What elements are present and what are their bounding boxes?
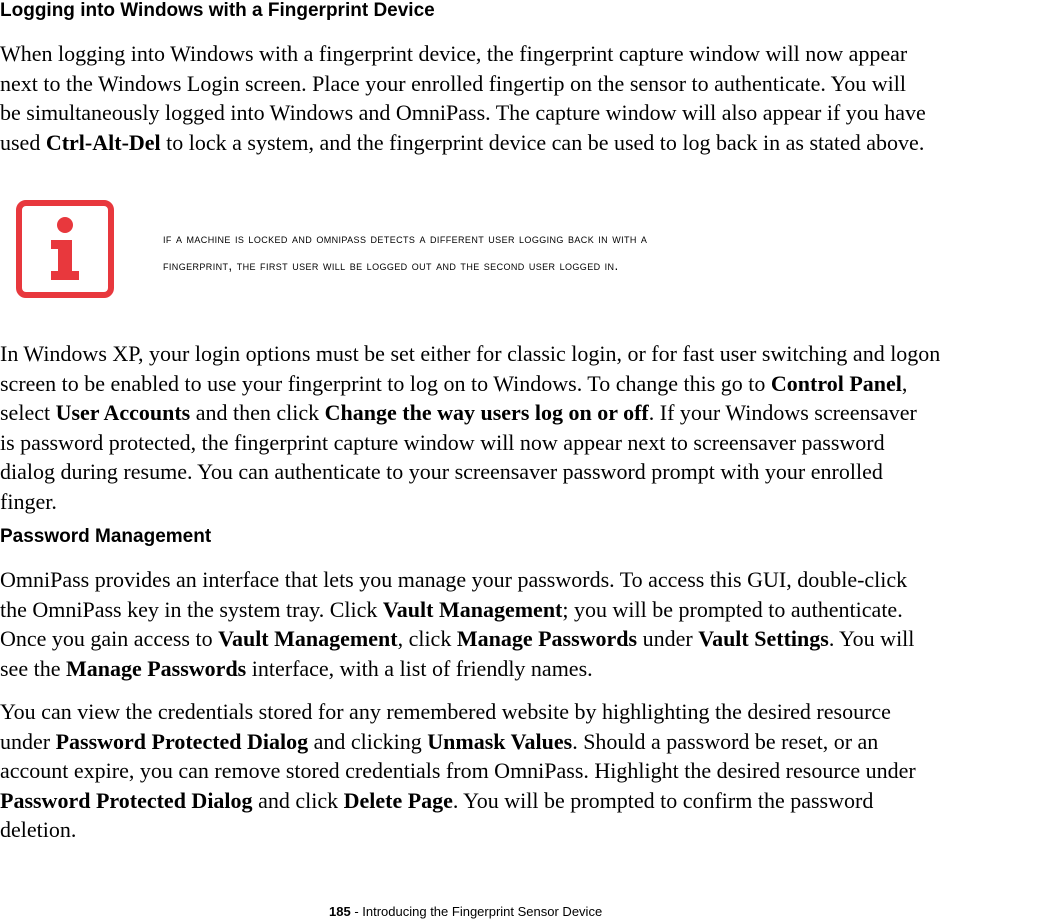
bold-term: User Accounts	[55, 400, 191, 425]
text-line: under Password Protected Dialog and clicking Unmask Values. Should a password be reset, or an	[0, 728, 879, 754]
paragraph-fingerprint-login	[0, 39, 1043, 157]
paragraph-credentials	[0, 697, 1043, 845]
bold-term: Vault Management	[382, 596, 563, 622]
note-text	[163, 225, 647, 279]
text-line: You can view the credentials stored for any remembered website by highlighting the desired resource	[0, 699, 891, 724]
bold-term: Unmask Values	[427, 728, 573, 754]
bold-term: Change the way users log on or off	[324, 400, 649, 425]
bold-term: Manage Passwords	[456, 626, 638, 651]
footer-title: Introducing the Fingerprint Sensor Device	[362, 904, 603, 919]
section-heading-password-management: Password Management	[0, 526, 212, 547]
text-line: the OmniPass key in the system tray. Click Vault Management; you will be prompted to authenticate.	[0, 596, 903, 622]
text-line: Password Protected Dialog and click Delete Page. You will be prompted to confirm the password	[0, 787, 874, 813]
page-footer	[329, 904, 602, 919]
text-line: account expire, you can remove stored credentials from OmniPass. Highlight the desired resource under	[0, 758, 916, 783]
bold-term: Password Protected Dialog	[0, 787, 253, 813]
text-line: screen to be enabled to use your fingerprint to log on to Windows. To change this go to Control Panel,	[0, 370, 908, 396]
text-line: dialog during resume. You can authenticate to your screensaver password prompt with your enrolled	[0, 459, 883, 484]
text-line: deletion.	[0, 817, 77, 842]
note-line: if a machine is locked and omnipass detects a different user logging back in with a	[163, 231, 648, 246]
bold-term: Delete Page	[343, 787, 453, 813]
bold-term: Ctrl-Alt-Del	[45, 129, 161, 155]
text-line: In Windows XP, your login options must be set either for classic login, or for fast user switching and logon	[0, 341, 941, 366]
text-line: next to the Windows Login screen. Place your enrolled fingertip on the sensor to authenticate. You will	[0, 70, 907, 96]
text-line: When logging into Windows with a fingerprint device, the fingerprint capture window will now appear	[0, 41, 908, 66]
info-icon	[16, 200, 114, 298]
paragraph-omnipass-interface	[0, 565, 1043, 683]
footer-separator: -	[350, 904, 363, 919]
page-number: 185	[329, 904, 351, 919]
bold-term: Vault Management	[218, 626, 398, 651]
text-line: be simultaneously logged into Windows and OmniPass. The capture window will also appear if you have	[0, 100, 926, 125]
bold-term: Password Protected Dialog	[55, 728, 309, 754]
text-line: finger.	[0, 488, 57, 514]
bold-term: Control Panel	[770, 370, 902, 396]
note-line: fingerprint, the first user will be logged out and the second user logged in.	[163, 258, 619, 273]
text-line: used Ctrl-Alt-Del to lock a system, and the fingerprint device can be used to log back in as stated above.	[0, 129, 925, 155]
text-line: select User Accounts and then click Change the way users log on or off. If your Windows screensaver	[0, 400, 917, 425]
text-line: Once you gain access to Vault Management, click Manage Passwords under Vault Settings. You will	[0, 626, 915, 651]
bold-term: Manage Passwords	[65, 655, 247, 681]
section-heading-logging-in: Logging into Windows with a Fingerprint Device	[0, 0, 435, 21]
text-line: OmniPass provides an interface that lets you manage your passwords. To access this GUI, double-click	[0, 567, 908, 592]
bold-term: Vault Settings	[698, 626, 829, 651]
text-line: is password protected, the fingerprint capture window will now appear next to screensaver password	[0, 429, 885, 455]
text-line: see the Manage Passwords interface, with a list of friendly names.	[0, 655, 593, 681]
paragraph-windows-xp	[0, 339, 1043, 516]
